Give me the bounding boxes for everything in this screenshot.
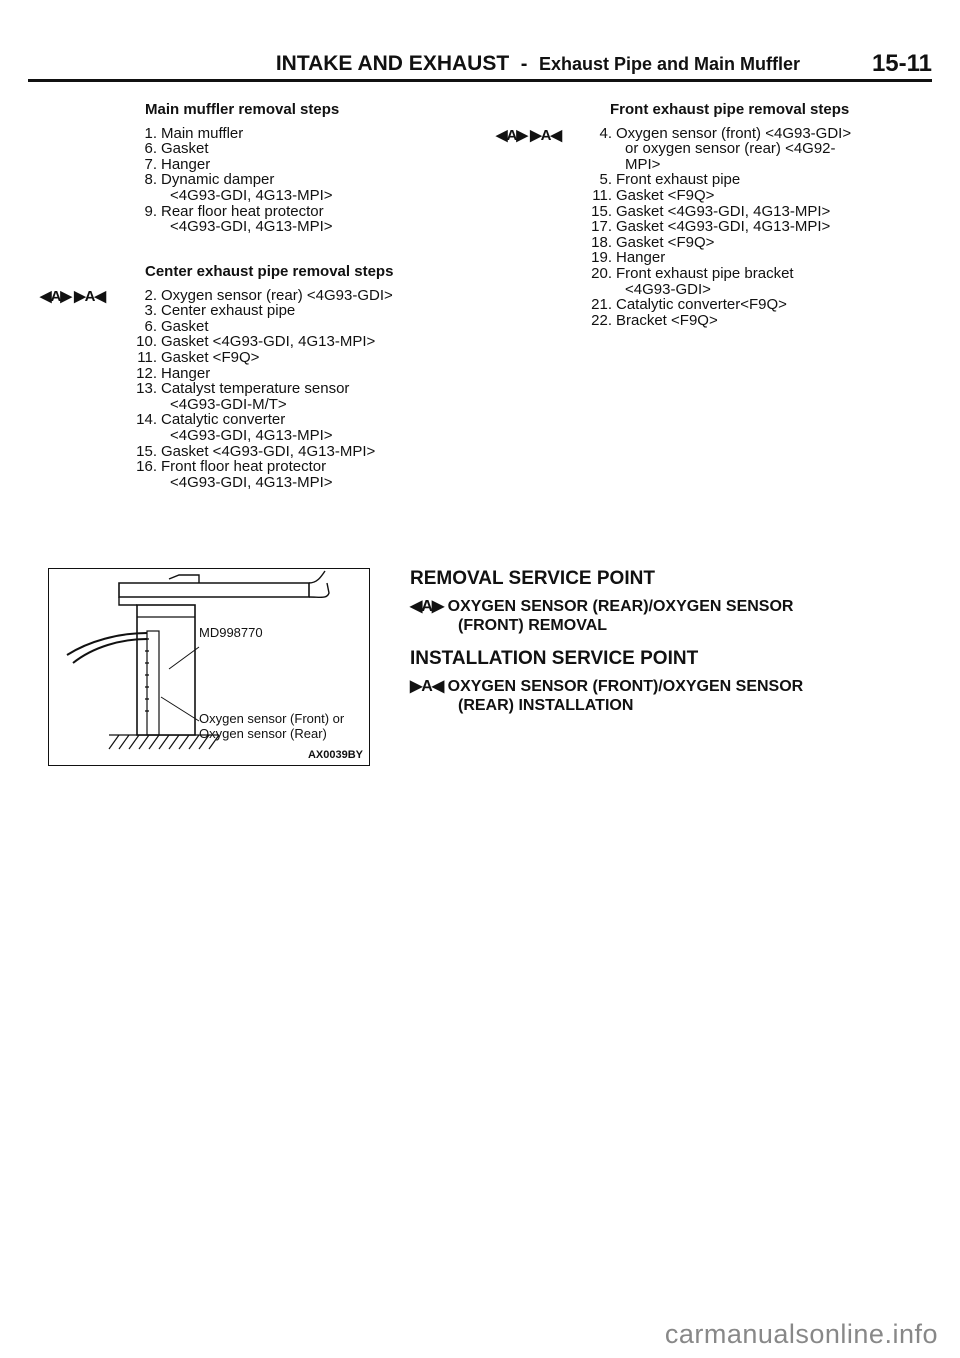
page-number: 15-11: [871, 50, 932, 77]
socket-body: [137, 605, 195, 735]
list-item-continuation: <4G93-GDI, 4G13-MPI>: [170, 473, 333, 491]
list-item: 11. Gasket <F9Q>: [137, 348, 260, 366]
front-pipe-section: [580, 102, 851, 328]
service-marks-front: ◀A▶ ▶A◀: [496, 127, 561, 144]
removal-line-2: (FRONT) REMOVAL: [458, 617, 608, 634]
tool-label: MD998770: [199, 625, 263, 640]
list-item-continuation: or oxygen sensor (rear) <4G92-: [625, 140, 836, 158]
list-item-continuation: <4G93-GDI-M/T>: [170, 395, 287, 413]
list-item: 15. Gasket <4G93-GDI, 4G13-MPI>: [136, 442, 376, 460]
list-item: 16. Front floor heat protector: [136, 458, 327, 476]
installation-service-heading: INSTALLATION SERVICE POINT: [410, 648, 699, 669]
list-item-continuation: MPI>: [625, 155, 661, 173]
sensor-label-1: Oxygen sensor (Front) or: [199, 711, 345, 726]
section-title: INTAKE AND EXHAUST: [275, 52, 510, 75]
sensor-label-2: Oxygen sensor (Rear): [199, 726, 327, 741]
ratchet-handle: [119, 583, 309, 597]
list-item: 1. Main muffler: [144, 124, 244, 142]
list-item: 8. Dynamic damper: [144, 171, 275, 189]
installation-service-item: [410, 677, 803, 715]
figure-code: AX0039BY: [307, 749, 363, 761]
list-item: 12. Hanger: [136, 364, 211, 382]
list-item: 6. Gasket: [144, 140, 209, 158]
list-item: 20. Front exhaust pipe bracket: [591, 264, 794, 282]
removal-mark: ◀A▶: [410, 598, 444, 615]
list-item: 14. Catalytic converter: [136, 411, 286, 429]
list-item: 19. Hanger: [591, 249, 666, 267]
removal-line-1: OXYGEN SENSOR (REAR)/OXYGEN SENSOR: [447, 598, 794, 615]
list-item: 4. Oxygen sensor (front) <4G93-GDI>: [599, 124, 852, 142]
list-item-continuation: <4G93-GDI, 4G13-MPI>: [170, 426, 333, 444]
list-item-continuation: <4G93-GDI, 4G13-MPI>: [170, 218, 333, 236]
center-pipe-section: [125, 264, 393, 490]
main-muffler-title: Main muffler removal steps: [145, 101, 340, 118]
list-item: 7. Hanger: [144, 155, 211, 173]
main-muffler-list: [125, 126, 339, 235]
page-header: [28, 52, 932, 80]
list-item-continuation: <4G93-GDI>: [625, 280, 711, 298]
list-item: 2. Oxygen sensor (rear) <4G93-GDI>: [144, 286, 393, 304]
removal-service-heading: REMOVAL SERVICE POINT: [410, 568, 655, 589]
sensor-tool-illustration: [48, 568, 370, 766]
list-item: 6. Gasket: [144, 317, 209, 335]
service-marks-center: ◀A▶ ▶A◀: [40, 288, 105, 305]
list-item: 9. Rear floor heat protector: [144, 202, 324, 220]
page-title: [276, 52, 800, 76]
list-item: 17. Gasket <4G93-GDI, 4G13-MPI>: [591, 218, 831, 236]
list-item: 13. Catalyst temperature sensor: [136, 380, 350, 398]
install-line-1: OXYGEN SENSOR (FRONT)/OXYGEN SENSOR: [447, 678, 804, 695]
list-item: 18. Gasket <F9Q>: [591, 233, 715, 251]
list-item: 3. Center exhaust pipe: [144, 302, 296, 320]
center-pipe-list: [125, 288, 393, 491]
main-muffler-section: [125, 102, 339, 235]
list-item: 15. Gasket <4G93-GDI, 4G13-MPI>: [591, 202, 831, 220]
list-item-continuation: <4G93-GDI, 4G13-MPI>: [170, 186, 333, 204]
header-rule: [28, 79, 932, 82]
install-mark: ▶A◀: [410, 678, 444, 695]
front-pipe-list: [580, 126, 851, 329]
front-pipe-title: Front exhaust pipe removal steps: [610, 101, 850, 118]
subsection-title: Exhaust Pipe and Main Muffler: [538, 54, 800, 74]
list-item: 5. Front exhaust pipe: [599, 171, 741, 189]
list-item: 10. Gasket <4G93-GDI, 4G13-MPI>: [136, 333, 376, 351]
install-line-2: (REAR) INSTALLATION: [458, 697, 634, 714]
removal-service-item: [410, 597, 793, 635]
list-item: 21. Catalytic converter<F9Q>: [591, 296, 787, 314]
list-item: 11. Gasket <F9Q>: [592, 186, 715, 204]
center-pipe-title: Center exhaust pipe removal steps: [145, 263, 394, 280]
sensor-cable: [67, 633, 147, 655]
title-separator: -: [520, 53, 528, 75]
watermark: carmanualsonline.info: [664, 1319, 938, 1349]
list-item: 22. Bracket <F9Q>: [591, 311, 718, 329]
